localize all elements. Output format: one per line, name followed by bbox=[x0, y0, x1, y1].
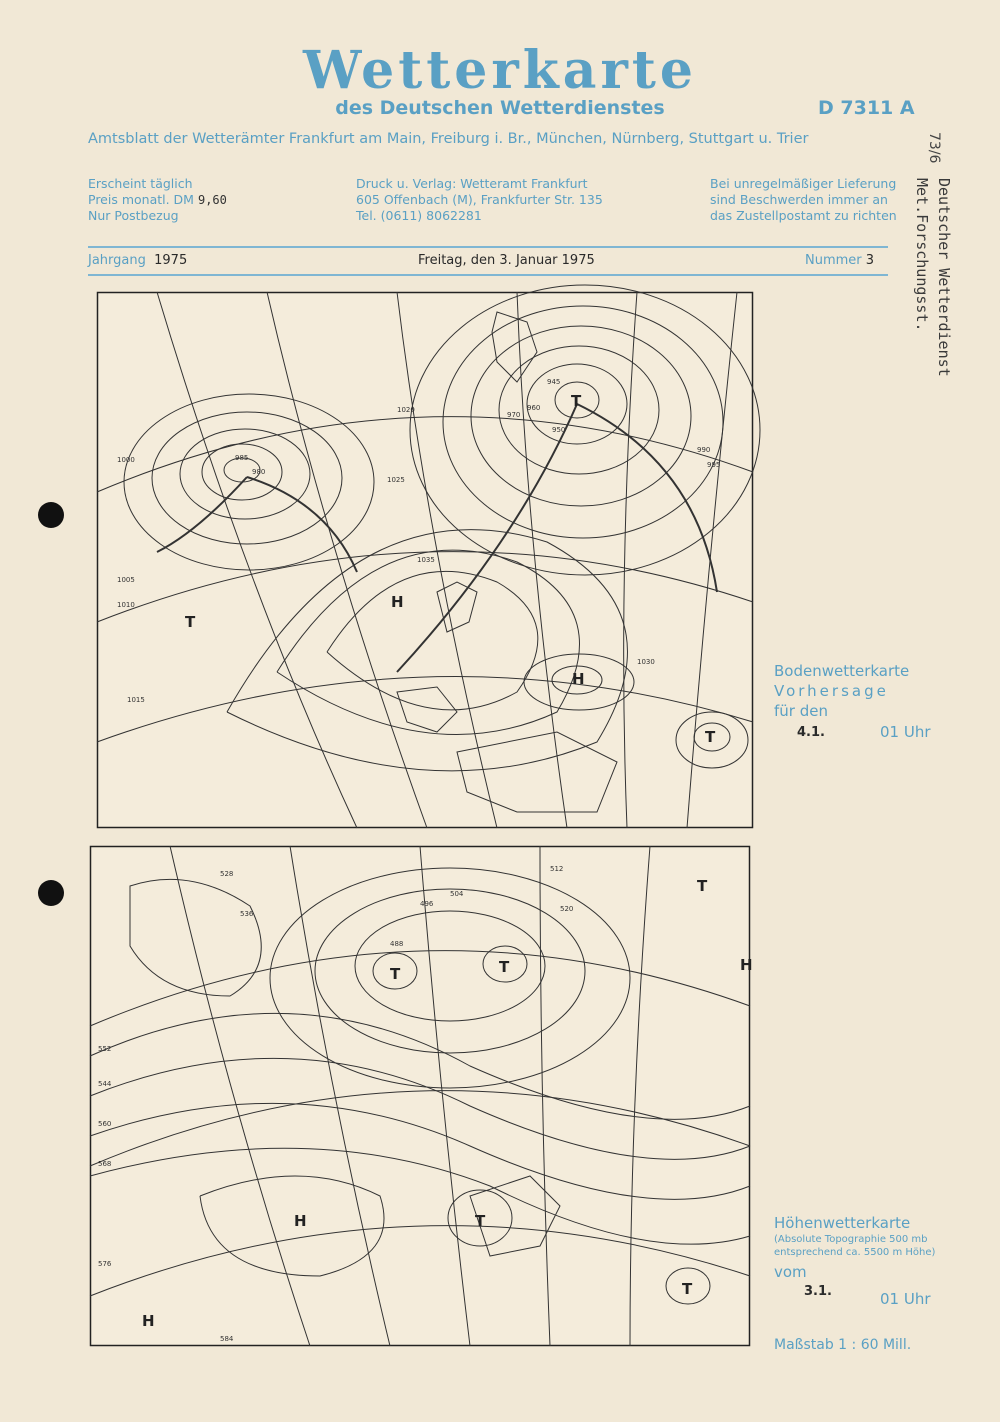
upper-high-marker-sw: H bbox=[142, 1312, 155, 1330]
svg-text:945: 945 bbox=[547, 378, 561, 386]
delivery-info bbox=[710, 176, 897, 224]
info-left-line1: Erscheint täglich bbox=[88, 176, 193, 191]
library-stamp bbox=[911, 178, 955, 377]
surface-weather-map bbox=[97, 292, 753, 828]
newspaper-subtitle: des Deutschen Wetterdienstes bbox=[335, 97, 665, 119]
svg-text:1025: 1025 bbox=[387, 476, 405, 484]
surface-caption-line2: Vorhersage bbox=[774, 682, 889, 700]
publisher-info bbox=[356, 176, 603, 224]
svg-text:990: 990 bbox=[697, 446, 711, 454]
svg-text:1005: 1005 bbox=[117, 576, 135, 584]
surface-high-marker: H bbox=[391, 593, 404, 611]
svg-text:544: 544 bbox=[98, 1080, 112, 1088]
surface-map-drawing bbox=[97, 292, 753, 828]
svg-text:1015: 1015 bbox=[127, 696, 145, 704]
stamp-line2: Met.Forschungsst. bbox=[913, 178, 931, 332]
header-rule-bottom bbox=[88, 274, 888, 276]
upper-low-marker-2: T bbox=[499, 958, 510, 976]
surface-caption-line3: für den bbox=[774, 702, 828, 720]
svg-text:1000: 1000 bbox=[117, 456, 135, 464]
surface-high-marker-med: H bbox=[572, 670, 585, 688]
surface-low-marker-se: T bbox=[705, 728, 716, 746]
info-right-line1: Bei unregelmäßiger Lieferung bbox=[710, 176, 897, 191]
svg-text:552: 552 bbox=[98, 1045, 112, 1053]
jahrgang-label: Jahrgang bbox=[88, 253, 146, 268]
surface-date: 4.1. bbox=[797, 725, 825, 740]
price-label: Preis monatl. DM bbox=[88, 192, 194, 207]
upper-high-marker-east: H bbox=[740, 956, 753, 974]
jahrgang bbox=[88, 253, 187, 268]
svg-text:520: 520 bbox=[560, 905, 574, 913]
newspaper-title: Wetterkarte bbox=[303, 40, 697, 101]
svg-text:488: 488 bbox=[390, 940, 404, 948]
upper-map-drawing bbox=[90, 846, 753, 1346]
info-center-line1: Druck u. Verlag: Wetteramt Frankfurt bbox=[356, 176, 588, 191]
svg-text:560: 560 bbox=[98, 1120, 112, 1128]
issue-date: Freitag, den 3. Januar 1975 bbox=[418, 253, 595, 268]
upper-air-map bbox=[90, 846, 753, 1346]
upper-low-marker-1: T bbox=[390, 965, 401, 983]
svg-text:980: 980 bbox=[252, 468, 266, 476]
svg-text:528: 528 bbox=[220, 870, 234, 878]
map-scale: Maßstab 1 : 60 Mill. bbox=[774, 1337, 912, 1353]
surface-low-marker: T bbox=[185, 613, 196, 631]
upper-time: 01 Uhr bbox=[880, 1290, 931, 1308]
upper-high-marker: H bbox=[294, 1212, 307, 1230]
svg-text:1030: 1030 bbox=[637, 658, 655, 666]
issue-number bbox=[805, 253, 874, 268]
upper-caption-line1: Höhenwetterkarte bbox=[774, 1214, 911, 1232]
svg-text:504: 504 bbox=[450, 890, 464, 898]
upper-caption-line3: entsprechend ca. 5500 m Höhe) bbox=[774, 1247, 936, 1258]
amtsblatt-line: Amtsblatt der Wetterämter Frankfurt am Main, Freiburg i. Br., München, Nürnberg, Stuttgart u. Trier bbox=[88, 131, 809, 147]
archive-number: 73/6 bbox=[926, 132, 942, 164]
punch-hole-bottom bbox=[38, 880, 64, 906]
upper-low-marker-5: T bbox=[697, 877, 708, 895]
nummer-label: Nummer bbox=[805, 253, 862, 268]
info-right-line2: sind Beschwerden immer an bbox=[710, 192, 888, 207]
info-center-line3: Tel. (0611) 8062281 bbox=[356, 208, 482, 223]
svg-text:1035: 1035 bbox=[417, 556, 435, 564]
svg-text:950: 950 bbox=[552, 426, 566, 434]
info-center-line2: 605 Offenbach (M), Frankfurter Str. 135 bbox=[356, 192, 603, 207]
surface-time: 01 Uhr bbox=[880, 723, 931, 741]
publication-code: D 7311 A bbox=[818, 97, 915, 119]
stamp-line1: Deutscher Wetterdienst bbox=[935, 178, 953, 377]
info-left-line3: Nur Postbezug bbox=[88, 208, 179, 223]
upper-date: 3.1. bbox=[804, 1284, 832, 1299]
header-rule-top bbox=[88, 246, 888, 248]
svg-text:1020: 1020 bbox=[397, 406, 415, 414]
upper-caption-line2: (Absolute Topographie 500 mb bbox=[774, 1234, 928, 1245]
price-handwritten: 9,60 bbox=[197, 193, 227, 207]
svg-text:536: 536 bbox=[240, 910, 254, 918]
upper-low-marker-4: T bbox=[682, 1280, 693, 1298]
svg-text:512: 512 bbox=[550, 865, 564, 873]
punch-hole-top bbox=[38, 502, 64, 528]
svg-text:568: 568 bbox=[98, 1160, 112, 1168]
surface-caption-line1: Bodenwetterkarte bbox=[774, 662, 910, 680]
jahrgang-value: 1975 bbox=[154, 253, 188, 268]
surface-low-marker-north: T bbox=[571, 392, 582, 410]
svg-text:576: 576 bbox=[98, 1260, 112, 1268]
svg-text:584: 584 bbox=[220, 1335, 234, 1343]
svg-text:995: 995 bbox=[707, 461, 721, 469]
svg-text:496: 496 bbox=[420, 900, 434, 908]
svg-text:970: 970 bbox=[507, 411, 521, 419]
info-right-line3: das Zustellpostamt zu richten bbox=[710, 208, 897, 223]
subscription-info bbox=[88, 176, 227, 224]
nummer-value: 3 bbox=[865, 253, 875, 268]
svg-text:1010: 1010 bbox=[117, 601, 135, 609]
upper-caption-line4: vom bbox=[774, 1263, 807, 1281]
upper-low-marker-3: T bbox=[475, 1212, 486, 1230]
svg-text:960: 960 bbox=[527, 404, 541, 412]
info-left-line2 bbox=[88, 192, 227, 208]
svg-text:985: 985 bbox=[235, 454, 249, 462]
